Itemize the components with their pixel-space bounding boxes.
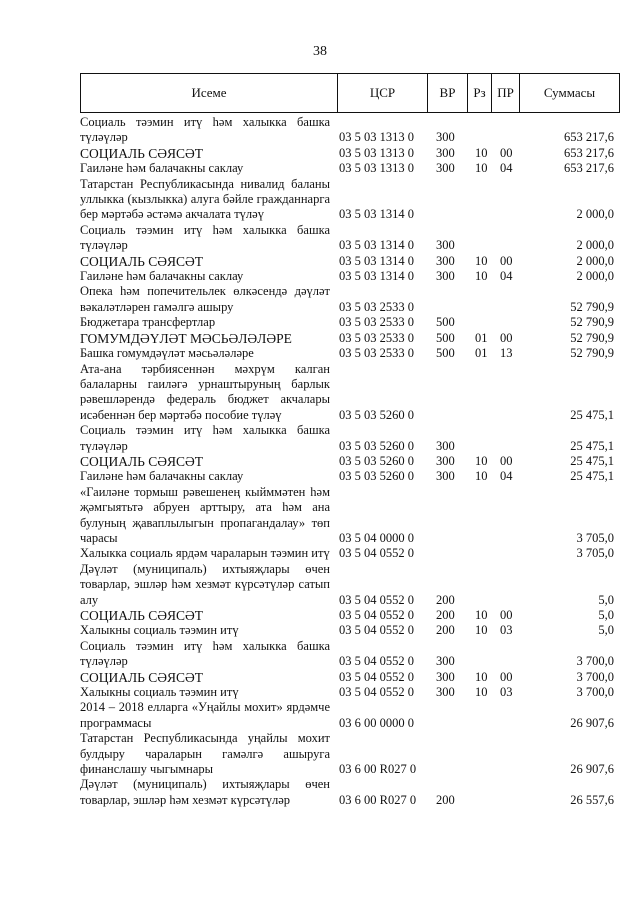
- table-row: [80, 177, 620, 223]
- row-vr: 300: [436, 669, 455, 684]
- table-row: [80, 146, 620, 161]
- row-sum: 25 475,1: [570, 469, 614, 484]
- table-row: [80, 362, 620, 424]
- header-name: Исеме: [191, 85, 227, 100]
- row-sum: 2 000,0: [576, 238, 614, 253]
- row-sum: 5,0: [598, 623, 614, 638]
- table-row: [80, 700, 620, 731]
- row-sum: 2 000,0: [576, 207, 614, 222]
- row-csr: 03 5 03 1314 0: [339, 253, 414, 268]
- row-csr: 03 5 04 0552 0: [339, 623, 414, 638]
- row-csr: 03 5 03 1313 0: [339, 161, 414, 176]
- row-csr: 03 5 04 0552 0: [339, 608, 414, 622]
- row-rz: 01: [475, 346, 488, 361]
- row-pr: 04: [500, 269, 513, 284]
- row-name: СОЦИАЛЬ СӘЯСӘТ: [80, 253, 204, 269]
- row-vr: 500: [436, 330, 455, 345]
- row-vr: 300: [436, 145, 455, 160]
- table-row: [80, 562, 620, 608]
- row-name: ГОМУМДӘҮЛӘТ МӘСЬӘЛӘЛӘРЕ: [80, 330, 292, 346]
- row-name: СОЦИАЛЬ СӘЯСӘТ: [80, 608, 204, 623]
- table-row: [80, 115, 620, 146]
- table-row: [80, 269, 620, 284]
- row-rz: 10: [475, 253, 488, 268]
- row-name: Бюджетара трансфертлар: [80, 315, 216, 330]
- row-pr: 00: [500, 253, 513, 268]
- row-sum: 3 700,0: [576, 685, 614, 700]
- table-row: [80, 469, 620, 484]
- row-csr: 03 5 03 5260 0: [339, 469, 414, 484]
- row-sum: 2 000,0: [576, 253, 614, 268]
- row-sum: 3 700,0: [576, 654, 614, 669]
- row-rz: 10: [475, 453, 488, 468]
- row-rz: 10: [475, 669, 488, 684]
- row-pr: 04: [500, 161, 513, 176]
- header-vr: ВР: [427, 74, 467, 112]
- row-name: Социаль тәэмин итү һәм халыкка башка түләүләр: [80, 222, 330, 253]
- row-vr: 500: [436, 346, 455, 361]
- row-pr: 04: [500, 469, 513, 484]
- row-sum: 3 705,0: [576, 546, 614, 561]
- row-csr: 03 5 03 1314 0: [339, 269, 414, 284]
- row-rz: 10: [475, 608, 488, 622]
- row-vr: 200: [436, 792, 455, 807]
- table-row: [80, 331, 620, 346]
- row-name: Татарстан Республикасында нивалид баланы уллыкка (кызлыкка) алуга бәйле гражданнарга бер мәртәбә әстәмә акчалата түләү: [80, 176, 330, 222]
- row-vr: 300: [436, 269, 455, 284]
- table-row: [80, 670, 620, 685]
- row-vr: 200: [436, 592, 455, 607]
- row-rz: 10: [475, 469, 488, 484]
- row-name: Ата-ана тәрбиясеннән мәхрүм калган балаларны гаиләгә урнаштыруның барлык рәвешләрендә федераль бюджет акчалары исәбеннән бер мәртәбә пособие түләү: [80, 361, 330, 422]
- row-pr: 00: [500, 145, 513, 160]
- row-name: Татарстан Республикасында уңайлы мохит булдыру чараларын гамәлгә ашыруга финанслашу чыгымнары: [80, 731, 330, 777]
- table-row: [80, 685, 620, 700]
- row-rz: 10: [475, 623, 488, 638]
- row-name: Социаль тәэмин итү һәм халыкка башка түләүләр: [80, 115, 330, 145]
- row-sum: 2 000,0: [576, 269, 614, 284]
- row-sum: 52 790,9: [570, 315, 614, 330]
- row-name: Гаиләне һәм балачакны саклау: [80, 161, 244, 176]
- row-csr: 03 5 03 5260 0: [339, 407, 414, 422]
- row-csr: 03 5 03 1314 0: [339, 238, 414, 253]
- row-name: Халыкны социаль тәэмин итү: [80, 685, 239, 700]
- row-sum: 25 475,1: [570, 407, 614, 422]
- table-header: [80, 73, 620, 113]
- row-sum: 5,0: [598, 608, 614, 622]
- row-name: Дәүләт (муниципаль) ихтыяҗлары өчен товарлар, эшләр һәм хезмәт күрсәтүләр: [80, 777, 330, 807]
- header-sum: Суммасы: [519, 74, 619, 112]
- row-sum: 26 557,6: [570, 792, 614, 807]
- row-name: Социаль тәэмин итү һәм халыкка башка түләүләр: [80, 423, 330, 453]
- row-sum: 3 705,0: [576, 530, 614, 545]
- row-pr: 03: [500, 685, 513, 700]
- row-csr: 03 5 03 5260 0: [339, 438, 414, 453]
- row-csr: 03 5 03 2533 0: [339, 330, 414, 345]
- row-vr: 300: [436, 238, 455, 253]
- row-sum: 26 907,6: [570, 715, 614, 730]
- row-csr: 03 5 04 0552 0: [339, 685, 414, 700]
- row-sum: 653 217,6: [564, 161, 614, 176]
- table-row: [80, 346, 620, 361]
- row-csr: 03 5 03 2533 0: [339, 299, 414, 314]
- row-name: Гаиләне һәм балачакны саклау: [80, 469, 244, 484]
- row-vr: 300: [436, 130, 455, 145]
- table-row: [80, 777, 620, 808]
- row-csr: 03 5 04 0552 0: [339, 592, 414, 607]
- table-row: [80, 423, 620, 454]
- table-row: [80, 254, 620, 269]
- row-name: Халыкка социаль ярдәм чараларын тәэмин итү: [80, 546, 330, 561]
- row-csr: 03 5 03 5260 0: [339, 453, 414, 468]
- row-vr: 300: [436, 453, 455, 468]
- row-rz: 10: [475, 161, 488, 176]
- page-number: 38: [313, 44, 327, 59]
- table-row: [80, 639, 620, 670]
- row-csr: 03 5 03 1313 0: [339, 145, 414, 160]
- table-body: [80, 115, 620, 808]
- row-vr: 300: [436, 253, 455, 268]
- row-sum: 3 700,0: [576, 669, 614, 684]
- row-sum: 52 790,9: [570, 346, 614, 361]
- row-vr: 200: [436, 608, 455, 622]
- table-row: [80, 623, 620, 638]
- row-name: СОЦИАЛЬ СӘЯСӘТ: [80, 669, 204, 685]
- row-name: СОЦИАЛЬ СӘЯСӘТ: [80, 145, 204, 161]
- row-name: Дәүләт (муниципаль) ихтыяҗлары өчен товарлар, эшләр һәм хезмәт күрсәтүләр сатып алу: [80, 561, 330, 607]
- row-name: СОЦИАЛЬ СӘЯСӘТ: [80, 453, 204, 469]
- table-row: [80, 315, 620, 330]
- row-vr: 300: [436, 161, 455, 176]
- row-csr: 03 5 04 0552 0: [339, 654, 414, 669]
- row-pr: 13: [500, 346, 513, 361]
- row-pr: 03: [500, 623, 513, 638]
- row-pr: 00: [500, 330, 513, 345]
- row-sum: 653 217,6: [564, 130, 614, 145]
- row-name: 2014 – 2018 елларга «Уңайлы мохит» ярдәмче программасы: [80, 700, 330, 730]
- row-csr: 03 6 00 0000 0: [339, 715, 414, 730]
- row-name: Опека һәм попечительлек өлкәсендә дәүләт вәкаләтләрен гамәлгә ашыру: [80, 284, 330, 314]
- row-rz: 10: [475, 145, 488, 160]
- row-rz: 10: [475, 685, 488, 700]
- row-sum: 52 790,9: [570, 330, 614, 345]
- row-csr: 03 6 00 R027 0: [339, 792, 417, 807]
- row-rz: 10: [475, 269, 488, 284]
- row-name: Халыкны социаль тәэмин итү: [80, 623, 239, 638]
- row-csr: 03 5 03 1313 0: [339, 130, 414, 145]
- row-vr: 300: [436, 685, 455, 700]
- row-pr: 00: [500, 608, 513, 622]
- table-row: [80, 161, 620, 176]
- row-csr: 03 5 04 0552 0: [339, 669, 414, 684]
- row-name: Социаль тәэмин итү һәм халыкка башка түләүләр: [80, 638, 330, 669]
- table-row: [80, 223, 620, 254]
- row-csr: 03 5 04 0000 0: [339, 530, 414, 545]
- row-csr: 03 5 03 2533 0: [339, 346, 414, 361]
- row-csr: 03 5 03 1314 0: [339, 207, 414, 222]
- table-row: [80, 608, 620, 623]
- row-name: Гаиләне һәм балачакны саклау: [80, 269, 244, 284]
- row-csr: 03 5 04 0552 0: [339, 546, 414, 561]
- header-pr: ПР: [491, 74, 519, 112]
- row-vr: 300: [436, 438, 455, 453]
- row-csr: 03 5 03 2533 0: [339, 315, 414, 330]
- header-csr: ЦСР: [337, 74, 427, 112]
- table-row: [80, 485, 620, 547]
- row-sum: 26 907,6: [570, 762, 614, 777]
- header-rz: Рз: [467, 74, 491, 112]
- row-sum: 25 475,1: [570, 453, 614, 468]
- row-vr: 500: [436, 315, 455, 330]
- table-row: [80, 284, 620, 315]
- row-name: Башка гомумдәүләт мәсьәләләре: [80, 346, 254, 361]
- row-sum: 653 217,6: [564, 145, 614, 160]
- row-csr: 03 6 00 R027 0: [339, 762, 417, 777]
- row-name: «Гаиләне тормыш рәвешенең кыйммәтен һәм җәмгыятьтә абруен арттыру, ата һәм ана булуның җаваплылыгын пропагандалау» төп чарасы: [80, 484, 330, 545]
- row-pr: 00: [500, 669, 513, 684]
- row-vr: 300: [436, 654, 455, 669]
- table-row: [80, 546, 620, 561]
- row-rz: 01: [475, 330, 488, 345]
- row-pr: 00: [500, 453, 513, 468]
- row-vr: 300: [436, 469, 455, 484]
- row-sum: 52 790,9: [570, 299, 614, 314]
- table-row: [80, 454, 620, 469]
- row-sum: 25 475,1: [570, 438, 614, 453]
- row-sum: 5,0: [598, 592, 614, 607]
- row-vr: 200: [436, 623, 455, 638]
- table-row: [80, 731, 620, 777]
